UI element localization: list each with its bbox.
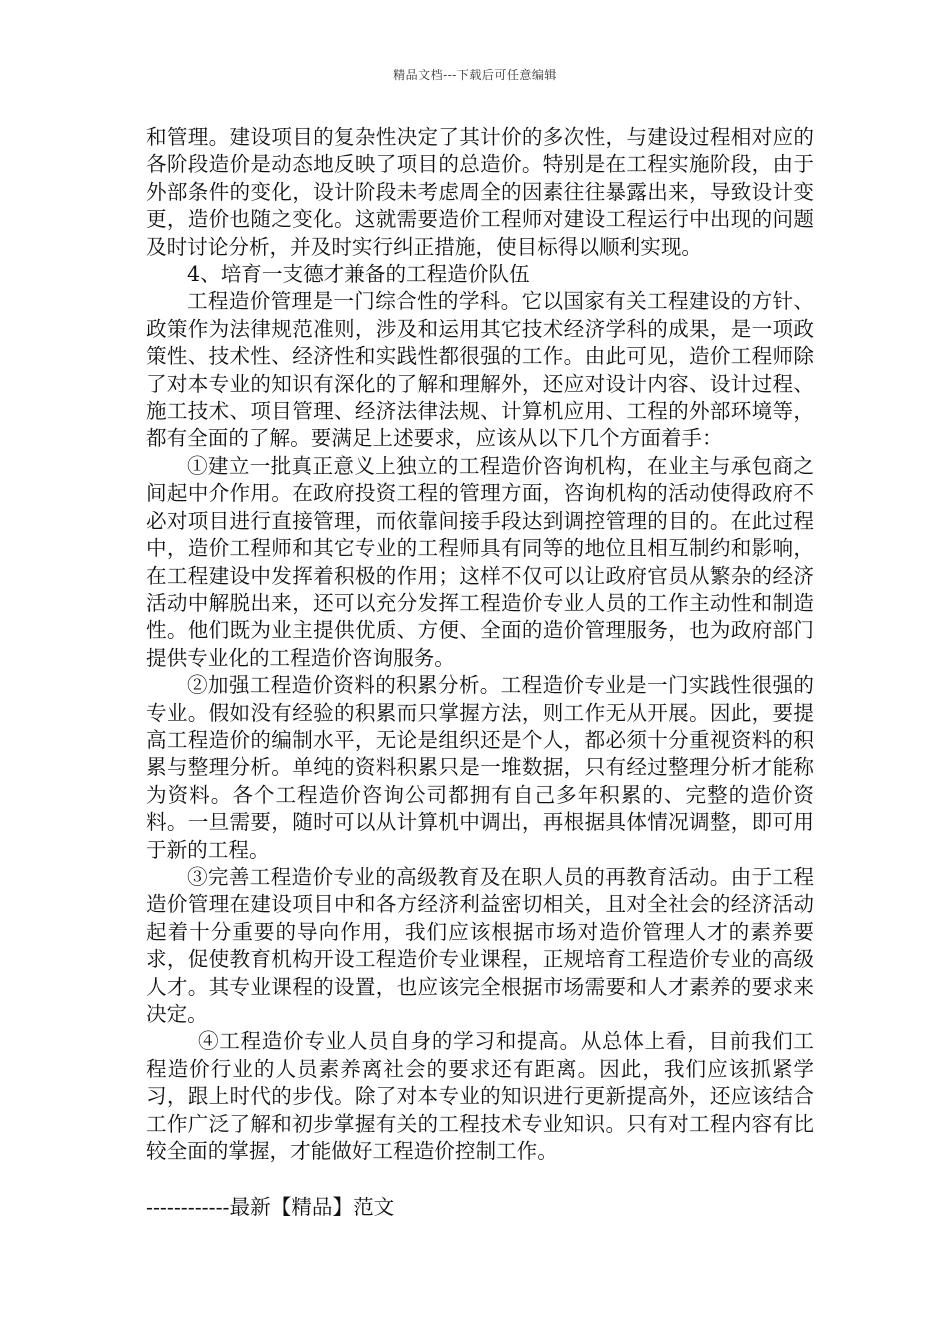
- paragraph-continuation: 和管理。建设项目的复杂性决定了其计价的多次性，与建设过程相对应的各阶段造价是动态地反映了项目的总造价。特别是在工程实施阶段，由于外部条件的变化，设计阶段未考虑周全的因素往往暴露出来，导致设计变更，造价也随之变化。这就需要造价工程师对建设工程运行中出现的问题及时讨论分析，并及时实行纠正措施，使目标得以顺利实现。: [146, 125, 814, 259]
- paragraph-item-1: ①建立一批真正意义上独立的工程造价咨询机构，在业主与承包商之间起中介作用。在政府投资工程的管理方面，咨询机构的活动使得政府不必对项目进行直接管理，而依靠间接手段达到调控管理的目的。在此过程中，造价工程师和其它专业的工程师具有同等的地位且相互制约和影响，在工程建设中发挥着积极的作用；这样不仅可以让政府官员从繁杂的经济活动中解脱出来，还可以充分发挥工程造价专业人员的工作主动性和制造性。他们既为业主提供优质、方便、全面的造价管理服务，也为政府部门提供专业化的工程造价咨询服务。: [146, 453, 814, 670]
- document-body: [146, 124, 814, 1165]
- paragraph-intro: 工程造价管理是一门综合性的学科。它以国家有关工程建设的方针、政策作为法律规范准则，涉及和运用其它技术经济学科的成果，是一项政策性、技术性、经济性和实践性都很强的工作。由此可见，造价工程师除了对本专业的知识有深化的了解和理解外，还应对设计内容、设计过程、施工技术、项目管理、经济法律法规、计算机应用、工程的外部环境等，都有全面的了解。要满足上述要求，应该从以下几个方面着手：: [146, 289, 814, 451]
- section-heading: 4、培育一支德才兼备的工程造价队伍: [187, 262, 530, 287]
- paragraph-item-3: ③完善工程造价专业的高级教育及在职人员的再教育活动。由于工程造价管理在建设项目中和各方经济利益密切相关，且对全社会的经济活动起着十分重要的导向作用，我们应该根据市场对造价管理人才的素养要求，促使教育机构开设工程造价专业课程，正规培育工程造价专业的高级人才。其专业课程的设置，也应该完全根据市场需要和人才素养的要求来决定。: [146, 864, 814, 1026]
- page-header: 精品文档---下载后可任意编辑: [393, 68, 557, 82]
- paragraph-item-4: ④工程造价专业人员自身的学习和提高。从总体上看，目前我们工程造价行业的人员素养离社会的要求还有距离。因此，我们应该抓紧学习，跟上时代的步伐。除了对本专业的知识进行更新提高外，还应该结合工作广泛了解和初步掌握有关的工程技术专业知识。只有对工程内容有比较全面的掌握，才能做好工程造价控制工作。: [146, 1029, 814, 1164]
- paragraph-item-2: ②加强工程造价资料的积累分析。工程造价专业是一门实践性很强的专业。假如没有经验的积累而只掌握方法，则工作无从开展。因此，要提高工程造价的编制水平，无论是组织还是个人，都必须十分重视资料的积累与整理分析。单纯的资料积累只是一堆数据，只有经过整理分析才能称为资料。各个工程造价咨询公司都拥有自己多年积累的、完整的造价资料。一旦需要，随时可以从计算机中调出，再根据具体情况调整，即可用于新的工程。: [146, 673, 814, 862]
- page-footer: ------------最新【精品】范文: [146, 1195, 395, 1219]
